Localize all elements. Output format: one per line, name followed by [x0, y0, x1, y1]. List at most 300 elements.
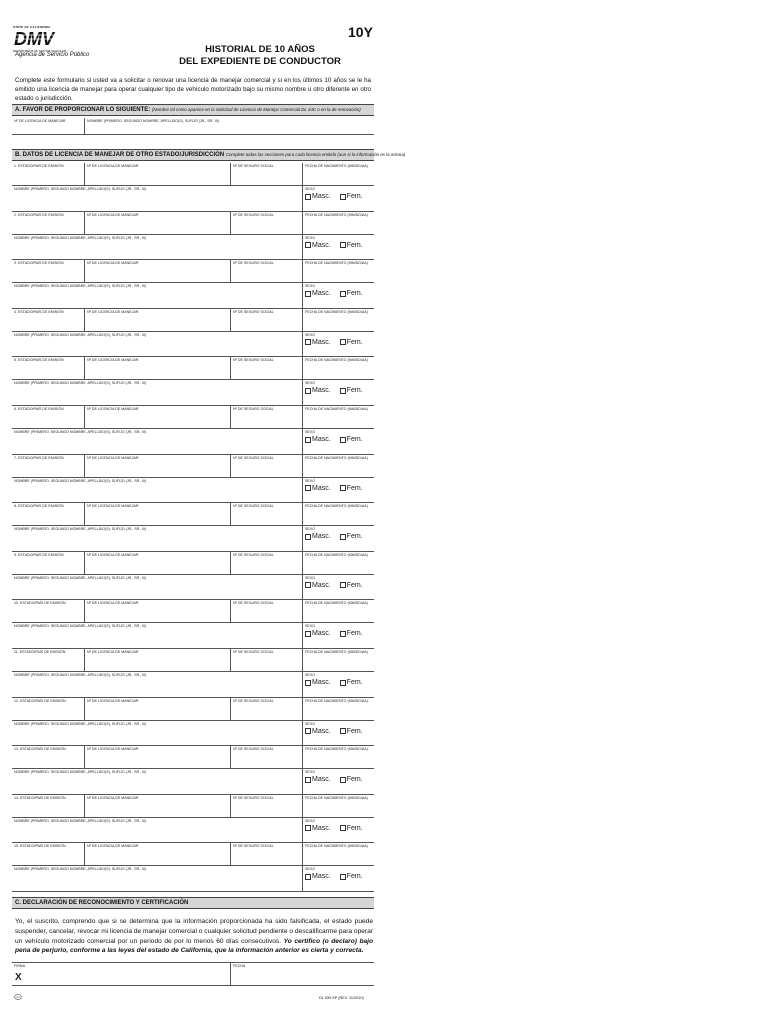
female-checkbox[interactable] [340, 388, 346, 394]
entry-name-label: NOMBRE (PRIMERO, SEGUNDO NOMBRE, APELLIDO(S), SUFIJO (JR., SR., III) [14, 284, 147, 289]
issuing-state-label: 1. ESTADO/PAÍS DE EMISIÓN [14, 164, 64, 168]
license-entry-name-row [12, 623, 374, 649]
female-checkbox[interactable] [340, 194, 346, 200]
ssn-field[interactable] [230, 503, 302, 525]
license-entry-row [12, 260, 374, 283]
issuing-state-label: 7. ESTADO/PAÍS DE EMISIÓN [14, 455, 64, 460]
ssn-label: Nº DE SEGURO SOCIAL [233, 309, 274, 314]
female-checkbox[interactable] [340, 777, 346, 783]
sex-options [305, 485, 369, 492]
ssn-field[interactable] [230, 455, 302, 477]
entry-name-label: NOMBRE (PRIMERO, SEGUNDO NOMBRE, APELLIDO(S), SUFIJO (JR., SR., III) [14, 478, 147, 483]
female-label: Fem. [346, 630, 363, 638]
license-entry-name-row [12, 380, 374, 406]
male-label: Masc. [312, 484, 331, 492]
dob-label: FECHA DE NACIMIENTO (MM/DD/AA) [305, 795, 368, 800]
license-entry-name-row [12, 672, 374, 698]
entry-name-label: NOMBRE (PRIMERO, SEGUNDO NOMBRE, APELLIDO(S), SUFIJO (JR., SR., III) [14, 624, 147, 629]
entry-name-field[interactable] [12, 721, 302, 746]
sex-options [305, 387, 369, 394]
male-label: Masc. [312, 727, 331, 735]
female-option[interactable] [340, 339, 363, 346]
male-option[interactable] [305, 679, 331, 686]
male-option[interactable] [305, 436, 331, 443]
sex-options [305, 582, 369, 589]
signature-field[interactable] [12, 963, 230, 985]
sex-field [302, 283, 374, 308]
sex-options [305, 630, 369, 637]
male-label: Masc. [312, 436, 331, 443]
entry-name-field[interactable] [12, 235, 302, 260]
sex-label: SEXO [305, 575, 315, 580]
license-number-label: Nº DE LICENCIA DE MANEJAR [87, 844, 139, 849]
entry-name-label: NOMBRE (PRIMERO, SEGUNDO NOMBRE, APELLIDO(S), SUFIJO (JR., SR., III) [14, 818, 147, 823]
dob-label: FECHA DE NACIMIENTO (MM/DD/AA) [305, 601, 368, 606]
male-option[interactable] [305, 339, 331, 346]
female-label: Fem. [346, 581, 363, 589]
entry-name-field[interactable] [12, 575, 302, 600]
sex-options [305, 193, 369, 200]
license-number-field[interactable] [84, 552, 230, 574]
male-checkbox[interactable] [305, 388, 311, 394]
female-checkbox[interactable] [340, 631, 346, 637]
entry-name-field[interactable] [12, 769, 302, 794]
female-option[interactable] [340, 728, 363, 735]
license-entry-row [12, 406, 374, 429]
sex-options [305, 242, 369, 249]
signature-label: FIRMA [14, 964, 26, 968]
dob-label: FECHA DE NACIMIENTO (MM/DD/AA) [305, 455, 368, 460]
male-checkbox[interactable] [305, 242, 311, 248]
dob-field[interactable] [302, 600, 374, 622]
license-entry-row [12, 455, 374, 478]
female-option[interactable] [340, 242, 363, 249]
sex-options [305, 533, 369, 540]
license-number-label: Nº DE LICENCIA DE MANEJAR [87, 747, 139, 752]
male-option[interactable] [305, 193, 331, 200]
male-checkbox[interactable] [305, 582, 311, 588]
female-option[interactable] [340, 776, 363, 783]
issuing-state-label: 11. ESTADO/PAÍS DE EMISIÓN [14, 650, 66, 654]
ssn-field[interactable] [230, 357, 302, 379]
male-checkbox[interactable] [305, 291, 311, 297]
sex-field [302, 721, 374, 746]
dob-field[interactable] [302, 260, 374, 282]
entry-name-field[interactable] [12, 332, 302, 357]
state-label: STATE OF CALIFORNIA [13, 25, 51, 29]
entry-name-label: NOMBRE (PRIMERO, SEGUNDO NOMBRE, APELLIDO(S), SUFIJO (JR., SR., III) [14, 673, 147, 677]
license-entry-name-row [12, 235, 374, 261]
issuing-state-field[interactable] [12, 600, 84, 622]
ssn-field[interactable] [230, 212, 302, 234]
license-number-label: Nº DE LICENCIA DE MANEJAR [87, 795, 139, 800]
section-a-title: A. FAVOR DE PROPORCIONAR LO SIGUIENTE: [15, 107, 151, 113]
issuing-state-field[interactable] [12, 260, 84, 282]
license-entry-name-row [12, 283, 374, 309]
sex-label: SEXO [305, 721, 315, 726]
license-entry-name-row [12, 478, 374, 504]
ssn-label: Nº DE SEGURO SOCIAL [233, 601, 274, 606]
dob-field[interactable] [302, 163, 374, 185]
license-number-label: Nº DE LICENCIA DE MANEJAR [87, 698, 139, 703]
dob-label: FECHA DE NACIMIENTO (MM/DD/AA) [305, 358, 368, 363]
license-number-field[interactable] [84, 843, 230, 865]
male-label: Masc. [312, 581, 331, 589]
signature-mark: X [15, 972, 22, 983]
entry-name-field[interactable] [12, 818, 302, 843]
sex-options [305, 679, 369, 686]
dob-field[interactable] [302, 746, 374, 768]
issuing-state-field[interactable] [12, 843, 84, 865]
female-checkbox[interactable] [340, 825, 346, 831]
issuing-state-field[interactable] [12, 552, 84, 574]
sex-label: SEXO [305, 527, 315, 532]
dob-field[interactable] [302, 357, 374, 379]
female-label: Fem. [346, 727, 363, 735]
dob-field[interactable] [302, 843, 374, 865]
female-option[interactable] [340, 387, 363, 394]
sex-options [305, 339, 369, 346]
full-name-field[interactable] [84, 118, 374, 134]
male-label: Masc. [312, 290, 331, 298]
ssn-label: Nº DE SEGURO SOCIAL [233, 455, 274, 460]
sex-field [302, 575, 374, 600]
license-entry-row [12, 357, 374, 380]
female-label: Fem. [346, 679, 363, 686]
form-code: 10Y [348, 24, 373, 40]
ssn-field[interactable] [230, 746, 302, 768]
female-checkbox[interactable] [340, 534, 346, 540]
male-checkbox[interactable] [305, 631, 311, 637]
license-entry-row [12, 600, 374, 623]
male-checkbox[interactable] [305, 339, 311, 345]
female-label: Fem. [346, 533, 363, 541]
entry-name-field[interactable] [12, 283, 302, 308]
sex-label: SEXO [305, 284, 315, 289]
female-label: Fem. [346, 193, 363, 200]
male-option[interactable] [305, 582, 331, 589]
license-number-label: Nº DE LICENCIA DE MANEJAR [14, 119, 66, 123]
male-checkbox[interactable] [305, 534, 311, 540]
dob-label: FECHA DE NACIMIENTO (MM/DD/AA) [305, 698, 368, 703]
issuing-state-field[interactable] [12, 212, 84, 234]
issuing-state-label: 14. ESTADO/PAÍS DE EMISIÓN [14, 795, 66, 800]
sex-label: SEXO [305, 430, 315, 434]
title-line-1: HISTORIAL DE 10 AÑOS [205, 44, 315, 55]
dob-field[interactable] [302, 212, 374, 234]
male-checkbox[interactable] [305, 194, 311, 200]
female-option[interactable] [340, 436, 363, 443]
entry-name-label: NOMBRE (PRIMERO, SEGUNDO NOMBRE, APELLIDO(S), SUFIJO (JR., SR., III) [14, 770, 147, 775]
entry-name-label: NOMBRE (PRIMERO, SEGUNDO NOMBRE, APELLIDO(S), SUFIJO (JR., SR., III) [14, 721, 147, 726]
section-b-title: B. DATOS DE LICENCIA DE MANEJAR DE OTRO ESTADO/JURISDICCIÓN [15, 152, 225, 158]
issuing-state-field[interactable] [12, 163, 84, 185]
male-option[interactable] [305, 728, 331, 735]
female-checkbox[interactable] [340, 242, 346, 248]
license-number-field[interactable] [84, 649, 230, 671]
title-line-2: DEL EXPEDIENTE DE CONDUCTOR [179, 56, 341, 67]
sex-label: SEXO [305, 673, 315, 677]
female-label: Fem. [346, 776, 363, 784]
female-checkbox[interactable] [340, 680, 346, 686]
sex-options [305, 290, 369, 297]
ssn-field[interactable] [230, 795, 302, 817]
female-label: Fem. [346, 824, 363, 832]
female-checkbox[interactable] [340, 728, 346, 734]
license-number-label: Nº DE LICENCIA DE MANEJAR [87, 504, 139, 509]
sex-field [302, 235, 374, 260]
license-entry-row [12, 698, 374, 721]
issuing-state-field[interactable] [12, 649, 84, 671]
female-label: Fem. [346, 290, 363, 298]
section-a-row [12, 118, 374, 135]
issuing-state-label: 2. ESTADO/PAÍS DE EMISIÓN [14, 212, 64, 217]
license-number-field[interactable] [84, 212, 230, 234]
female-option[interactable] [340, 825, 363, 832]
dob-field[interactable] [302, 552, 374, 574]
male-label: Masc. [312, 630, 331, 638]
ssn-field[interactable] [230, 406, 302, 428]
male-label: Masc. [312, 533, 331, 541]
issuing-state-field[interactable] [12, 746, 84, 768]
issuing-state-label: 3. ESTADO/PAÍS DE EMISIÓN [14, 261, 64, 266]
male-option[interactable] [305, 533, 331, 540]
male-checkbox[interactable] [305, 874, 311, 880]
issuing-state-field[interactable] [12, 357, 84, 379]
dob-field[interactable] [302, 406, 374, 428]
entry-name-field[interactable] [12, 429, 302, 454]
entry-name-field[interactable] [12, 623, 302, 648]
dob-field[interactable] [302, 649, 374, 671]
female-label: Fem. [346, 387, 363, 395]
female-checkbox[interactable] [340, 874, 346, 880]
male-label: Masc. [312, 824, 331, 832]
sex-field [302, 332, 374, 357]
sex-field [302, 818, 374, 843]
issuing-state-field[interactable] [12, 309, 84, 331]
male-option[interactable] [305, 873, 331, 880]
sex-options [305, 776, 369, 783]
female-label: Fem. [346, 484, 363, 492]
female-checkbox[interactable] [340, 582, 346, 588]
license-number-field[interactable] [12, 118, 84, 134]
signature-row [12, 962, 374, 986]
male-option[interactable] [305, 630, 331, 637]
female-option[interactable] [340, 193, 363, 200]
sex-field [302, 623, 374, 648]
sex-options [305, 728, 369, 735]
ssn-label: Nº DE SEGURO SOCIAL [233, 212, 274, 217]
female-option[interactable] [340, 873, 363, 880]
sex-label: SEXO [305, 235, 315, 240]
dob-label: FECHA DE NACIMIENTO (MM/DD/AA) [305, 407, 368, 411]
sex-field [302, 478, 374, 503]
entry-name-field[interactable] [12, 866, 302, 891]
license-number-field[interactable] [84, 698, 230, 720]
sex-label: SEXO [305, 332, 315, 337]
entry-name-label: NOMBRE (PRIMERO, SEGUNDO NOMBRE, APELLIDO(S), SUFIJO (JR., SR., III) [14, 430, 147, 434]
certification-oath: Yo certifico (o declaro) bajo pena de perjurio, conforme a las leyes del estado de California, que la información anterior es cierta y correcta. [15, 937, 374, 955]
ssn-label: Nº DE SEGURO SOCIAL [233, 844, 274, 849]
ssn-field[interactable] [230, 698, 302, 720]
ssn-field[interactable] [230, 552, 302, 574]
issuing-state-field[interactable] [12, 455, 84, 477]
female-label: Fem. [346, 338, 363, 346]
ssn-label: Nº DE SEGURO SOCIAL [233, 358, 274, 363]
sex-label: SEXO [305, 624, 315, 629]
male-label: Masc. [312, 338, 331, 346]
entry-name-field[interactable] [12, 186, 302, 211]
female-option[interactable] [340, 533, 363, 540]
issuing-state-label: 12. ESTADO/PAÍS DE EMISIÓN [14, 698, 66, 703]
license-entry-row [12, 163, 374, 186]
entry-name-field[interactable] [12, 526, 302, 551]
license-entry-row [12, 795, 374, 818]
sex-label: SEXO [305, 381, 315, 386]
license-number-label: Nº DE LICENCIA DE MANEJAR [87, 309, 139, 314]
dob-label: FECHA DE NACIMIENTO (MM/DD/AA) [305, 164, 368, 168]
sex-label: SEXO [305, 187, 315, 191]
female-checkbox[interactable] [340, 485, 346, 491]
section-b-subtitle: Complete todas las secciones para cada licencia emitida (aun si la información es la misma) [225, 152, 406, 157]
female-checkbox[interactable] [340, 437, 346, 443]
page-title [50, 44, 470, 68]
male-option[interactable] [305, 825, 331, 832]
section-c-title: C. DECLARACIÓN DE RECONOCIMIENTO Y CERTIFICACIÓN [15, 900, 189, 906]
female-label: Fem. [346, 241, 363, 249]
ssn-label: Nº DE SEGURO SOCIAL [233, 552, 274, 557]
male-option[interactable] [305, 242, 331, 249]
issuing-state-field[interactable] [12, 406, 84, 428]
female-checkbox[interactable] [340, 339, 346, 345]
license-number-label: Nº DE LICENCIA DE MANEJAR [87, 164, 139, 168]
agency-label: Agencia de Servicio Público [15, 52, 90, 58]
license-entry-name-row [12, 769, 374, 795]
license-number-field[interactable] [84, 309, 230, 331]
ssn-field[interactable] [230, 649, 302, 671]
section-a-header [12, 104, 374, 116]
dob-label: FECHA DE NACIMIENTO (MM/DD/AA) [305, 844, 368, 849]
issuing-state-label: 13. ESTADO/PAÍS DE EMISIÓN [14, 747, 66, 752]
license-number-field[interactable] [84, 163, 230, 185]
entry-name-field[interactable] [12, 478, 302, 503]
license-number-label: Nº DE LICENCIA DE MANEJAR [87, 261, 139, 266]
male-checkbox[interactable] [305, 485, 311, 491]
ssn-field[interactable] [230, 260, 302, 282]
sex-field [302, 672, 374, 697]
male-checkbox[interactable] [305, 728, 311, 734]
male-checkbox[interactable] [305, 437, 311, 443]
license-entry-name-row [12, 526, 374, 552]
dob-field[interactable] [302, 698, 374, 720]
issuing-state-label: 6. ESTADO/PAÍS DE EMISIÓN [14, 407, 64, 411]
female-option[interactable] [340, 630, 363, 637]
issuing-state-label: 5. ESTADO/PAÍS DE EMISIÓN [14, 358, 64, 363]
male-label: Masc. [312, 873, 331, 881]
license-number-label: Nº DE LICENCIA DE MANEJAR [87, 455, 139, 460]
entry-name-field[interactable] [12, 672, 302, 697]
male-option[interactable] [305, 776, 331, 783]
date-label: FECHA [233, 964, 246, 968]
sex-label: SEXO [305, 867, 315, 872]
date-field[interactable] [230, 963, 374, 985]
dob-field[interactable] [302, 503, 374, 525]
dob-label: FECHA DE NACIMIENTO (MM/DD/AA) [305, 504, 368, 509]
license-entry-name-row [12, 575, 374, 601]
female-option[interactable] [340, 290, 363, 297]
issuing-state-field[interactable] [12, 698, 84, 720]
license-number-field[interactable] [84, 357, 230, 379]
license-number-field[interactable] [84, 600, 230, 622]
license-number-field[interactable] [84, 746, 230, 768]
license-number-label: Nº DE LICENCIA DE MANEJAR [87, 358, 139, 363]
intro-text: Complete este formulario si usted va a solicitar o renovar una licencia de manejar comercial y si en los últimos 10 años se le ha emitido una licencia de manejar para operar cualquier tipo de vehículo motorizado bajo su mismo nombre u otro diferente en otro estado o jurisdicción. [15, 77, 371, 102]
female-option[interactable] [340, 485, 363, 492]
sex-field [302, 769, 374, 794]
male-option[interactable] [305, 387, 331, 394]
dob-field[interactable] [302, 309, 374, 331]
sex-field [302, 866, 374, 891]
issuing-state-label: 4. ESTADO/PAÍS DE EMISIÓN [14, 309, 64, 314]
full-name-label: NOMBRE (PRIMERO, SEGUNDO NOMBRE, APELLIDO(S), SUFIJO (JR., SR., III) [87, 119, 220, 123]
recycle-icon [14, 994, 22, 1002]
male-checkbox[interactable] [305, 680, 311, 686]
license-number-field[interactable] [84, 503, 230, 525]
sex-options [305, 436, 369, 443]
ssn-label: Nº DE SEGURO SOCIAL [233, 504, 274, 509]
male-option[interactable] [305, 485, 331, 492]
male-checkbox[interactable] [305, 825, 311, 831]
dob-field[interactable] [302, 795, 374, 817]
ssn-field[interactable] [230, 600, 302, 622]
ssn-field[interactable] [230, 843, 302, 865]
license-number-field[interactable] [84, 406, 230, 428]
license-entry-row [12, 212, 374, 235]
license-number-field[interactable] [84, 455, 230, 477]
ssn-field[interactable] [230, 309, 302, 331]
certification-statement: Yo, el suscrito, comprendo que si se determina que la información proporcionada ha sido falsificada, el estado puede suspender, cancelar, revocar mi licencia de manejar comercial o cualquier solicitud pendiente o descalificarme para operar un vehículo motorizado comercial por un periodo de por lo menos 60 días consecutivos. [15, 918, 373, 945]
dob-label: FECHA DE NACIMIENTO (MM/DD/AA) [305, 261, 368, 266]
female-label: Fem. [346, 436, 363, 443]
dob-field[interactable] [302, 455, 374, 477]
license-number-field[interactable] [84, 260, 230, 282]
license-entry-row [12, 649, 374, 672]
entry-name-field[interactable] [12, 380, 302, 405]
ssn-label: Nº DE SEGURO SOCIAL [233, 261, 274, 266]
license-entry-row [12, 503, 374, 526]
male-label: Masc. [312, 387, 331, 395]
sex-options [305, 873, 369, 880]
male-checkbox[interactable] [305, 777, 311, 783]
sex-label: SEXO [305, 478, 315, 483]
female-option[interactable] [340, 679, 363, 686]
male-option[interactable] [305, 290, 331, 297]
issuing-state-field[interactable] [12, 795, 84, 817]
female-label: Fem. [346, 873, 363, 881]
license-number-field[interactable] [84, 795, 230, 817]
female-checkbox[interactable] [340, 291, 346, 297]
dob-label: FECHA DE NACIMIENTO (MM/DD/AA) [305, 309, 368, 314]
ssn-field[interactable] [230, 163, 302, 185]
sex-field [302, 526, 374, 551]
license-number-label: Nº DE LICENCIA DE MANEJAR [87, 650, 139, 654]
male-label: Masc. [312, 679, 331, 686]
female-option[interactable] [340, 582, 363, 589]
license-entry-name-row [12, 429, 374, 455]
issuing-state-label: 8. ESTADO/PAÍS DE EMISIÓN [14, 504, 64, 509]
dob-label: FECHA DE NACIMIENTO (MM/DD/AA) [305, 650, 368, 654]
issuing-state-field[interactable] [12, 503, 84, 525]
